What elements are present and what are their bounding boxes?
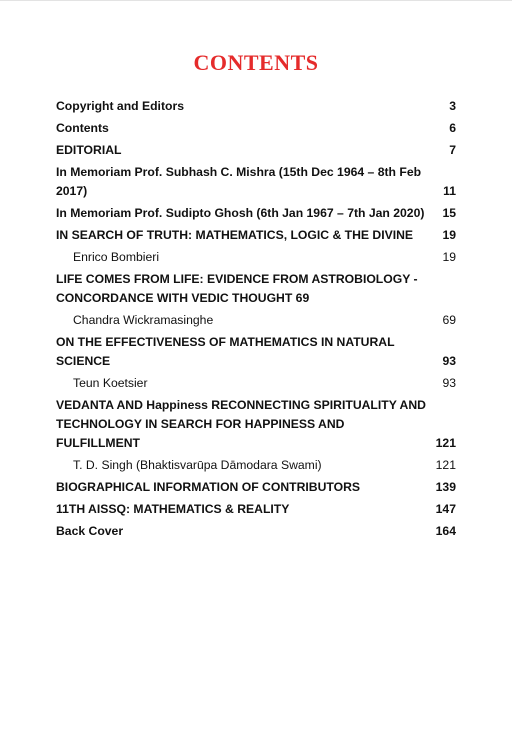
toc-entry-page: 121 bbox=[435, 436, 456, 450]
toc-entry-label: Enrico Bombieri bbox=[73, 250, 160, 264]
toc-entry-label: LIFE COMES FROM LIFE: EVIDENCE FROM ASTROBIOLOGY - CONCORDANCE WITH VEDIC THOUGHT 69 bbox=[56, 272, 418, 305]
toc-entry-label: IN SEARCH OF TRUTH: MATHEMATICS, LOGIC & THE DIVINE bbox=[56, 228, 414, 242]
toc-entry-page: 19 bbox=[442, 250, 456, 264]
toc-entry-page: 139 bbox=[435, 480, 456, 494]
toc-entry-page: 11 bbox=[443, 184, 456, 198]
toc-entry-page: 6 bbox=[449, 121, 456, 135]
toc-entry-vedanta-and-happiness[interactable] bbox=[56, 396, 456, 453]
toc-entry-page: 7 bbox=[449, 143, 456, 157]
toc-entry-label: Chandra Wickramasinghe bbox=[73, 313, 214, 327]
table-of-contents bbox=[56, 97, 456, 544]
toc-entry-label: In Memoriam Prof. Subhash C. Mishra (15th Dec 1964 – 8th Feb 2017) bbox=[56, 165, 422, 198]
toc-entry-page: 3 bbox=[449, 99, 456, 113]
toc-entry-label: Back Cover bbox=[56, 524, 124, 538]
page-title: CONTENTS bbox=[193, 50, 319, 75]
toc-entry-copyright[interactable] bbox=[56, 97, 456, 116]
toc-entry-contents[interactable] bbox=[56, 119, 456, 138]
toc-entry-memoriam-ghosh[interactable] bbox=[56, 204, 456, 223]
toc-entry-editorial[interactable] bbox=[56, 141, 456, 160]
toc-entry-life-comes-from-life[interactable] bbox=[56, 270, 456, 308]
toc-entry-search-of-truth[interactable] bbox=[56, 226, 456, 245]
toc-entry-author-koetsier[interactable] bbox=[56, 374, 456, 393]
toc-entry-biographical-information[interactable] bbox=[56, 478, 456, 497]
toc-entry-label: ON THE EFFECTIVENESS OF MATHEMATICS IN NATURAL SCIENCE bbox=[56, 335, 395, 368]
toc-entry-author-wickramasinghe[interactable] bbox=[56, 311, 456, 330]
toc-entry-label: Teun Koetsier bbox=[73, 376, 148, 390]
toc-entry-label: Contents bbox=[56, 121, 109, 135]
toc-entry-label: Copyright and Editors bbox=[56, 99, 184, 113]
toc-entry-effectiveness-of-mathematics[interactable] bbox=[56, 333, 456, 371]
toc-entry-label: VEDANTA AND Happiness RECONNECTING SPIRITUALITY AND TECHNOLOGY IN SEARCH FOR HAPPINESS AND FULFILLMENT bbox=[56, 398, 426, 450]
toc-entry-label: T. D. Singh (Bhaktisvarūpa Dāmodara Swami) bbox=[73, 458, 322, 472]
toc-entry-memoriam-mishra[interactable] bbox=[56, 163, 456, 201]
toc-entry-page: 164 bbox=[435, 524, 456, 538]
toc-entry-label: In Memoriam Prof. Sudipto Ghosh (6th Jan 1967 – 7th Jan 2020) bbox=[56, 206, 425, 220]
toc-entry-page: 93 bbox=[442, 376, 456, 390]
toc-entry-page: 147 bbox=[435, 502, 456, 516]
toc-entry-page: 69 bbox=[442, 313, 456, 327]
toc-entry-label: 11TH AISSQ: MATHEMATICS & REALITY bbox=[56, 502, 290, 516]
toc-entry-page: 15 bbox=[442, 206, 456, 220]
toc-entry-author-bombieri[interactable] bbox=[56, 248, 456, 267]
toc-entry-page: 121 bbox=[435, 458, 456, 472]
toc-entry-page: 93 bbox=[442, 354, 456, 368]
toc-entry-page: 19 bbox=[442, 228, 456, 242]
toc-entry-label: BIOGRAPHICAL INFORMATION OF CONTRIBUTORS bbox=[56, 480, 361, 494]
toc-entry-back-cover[interactable] bbox=[56, 522, 456, 541]
toc-entry-author-singh[interactable] bbox=[56, 456, 456, 475]
toc-entry-aissq[interactable] bbox=[56, 500, 456, 519]
toc-entry-label: EDITORIAL bbox=[56, 143, 122, 157]
